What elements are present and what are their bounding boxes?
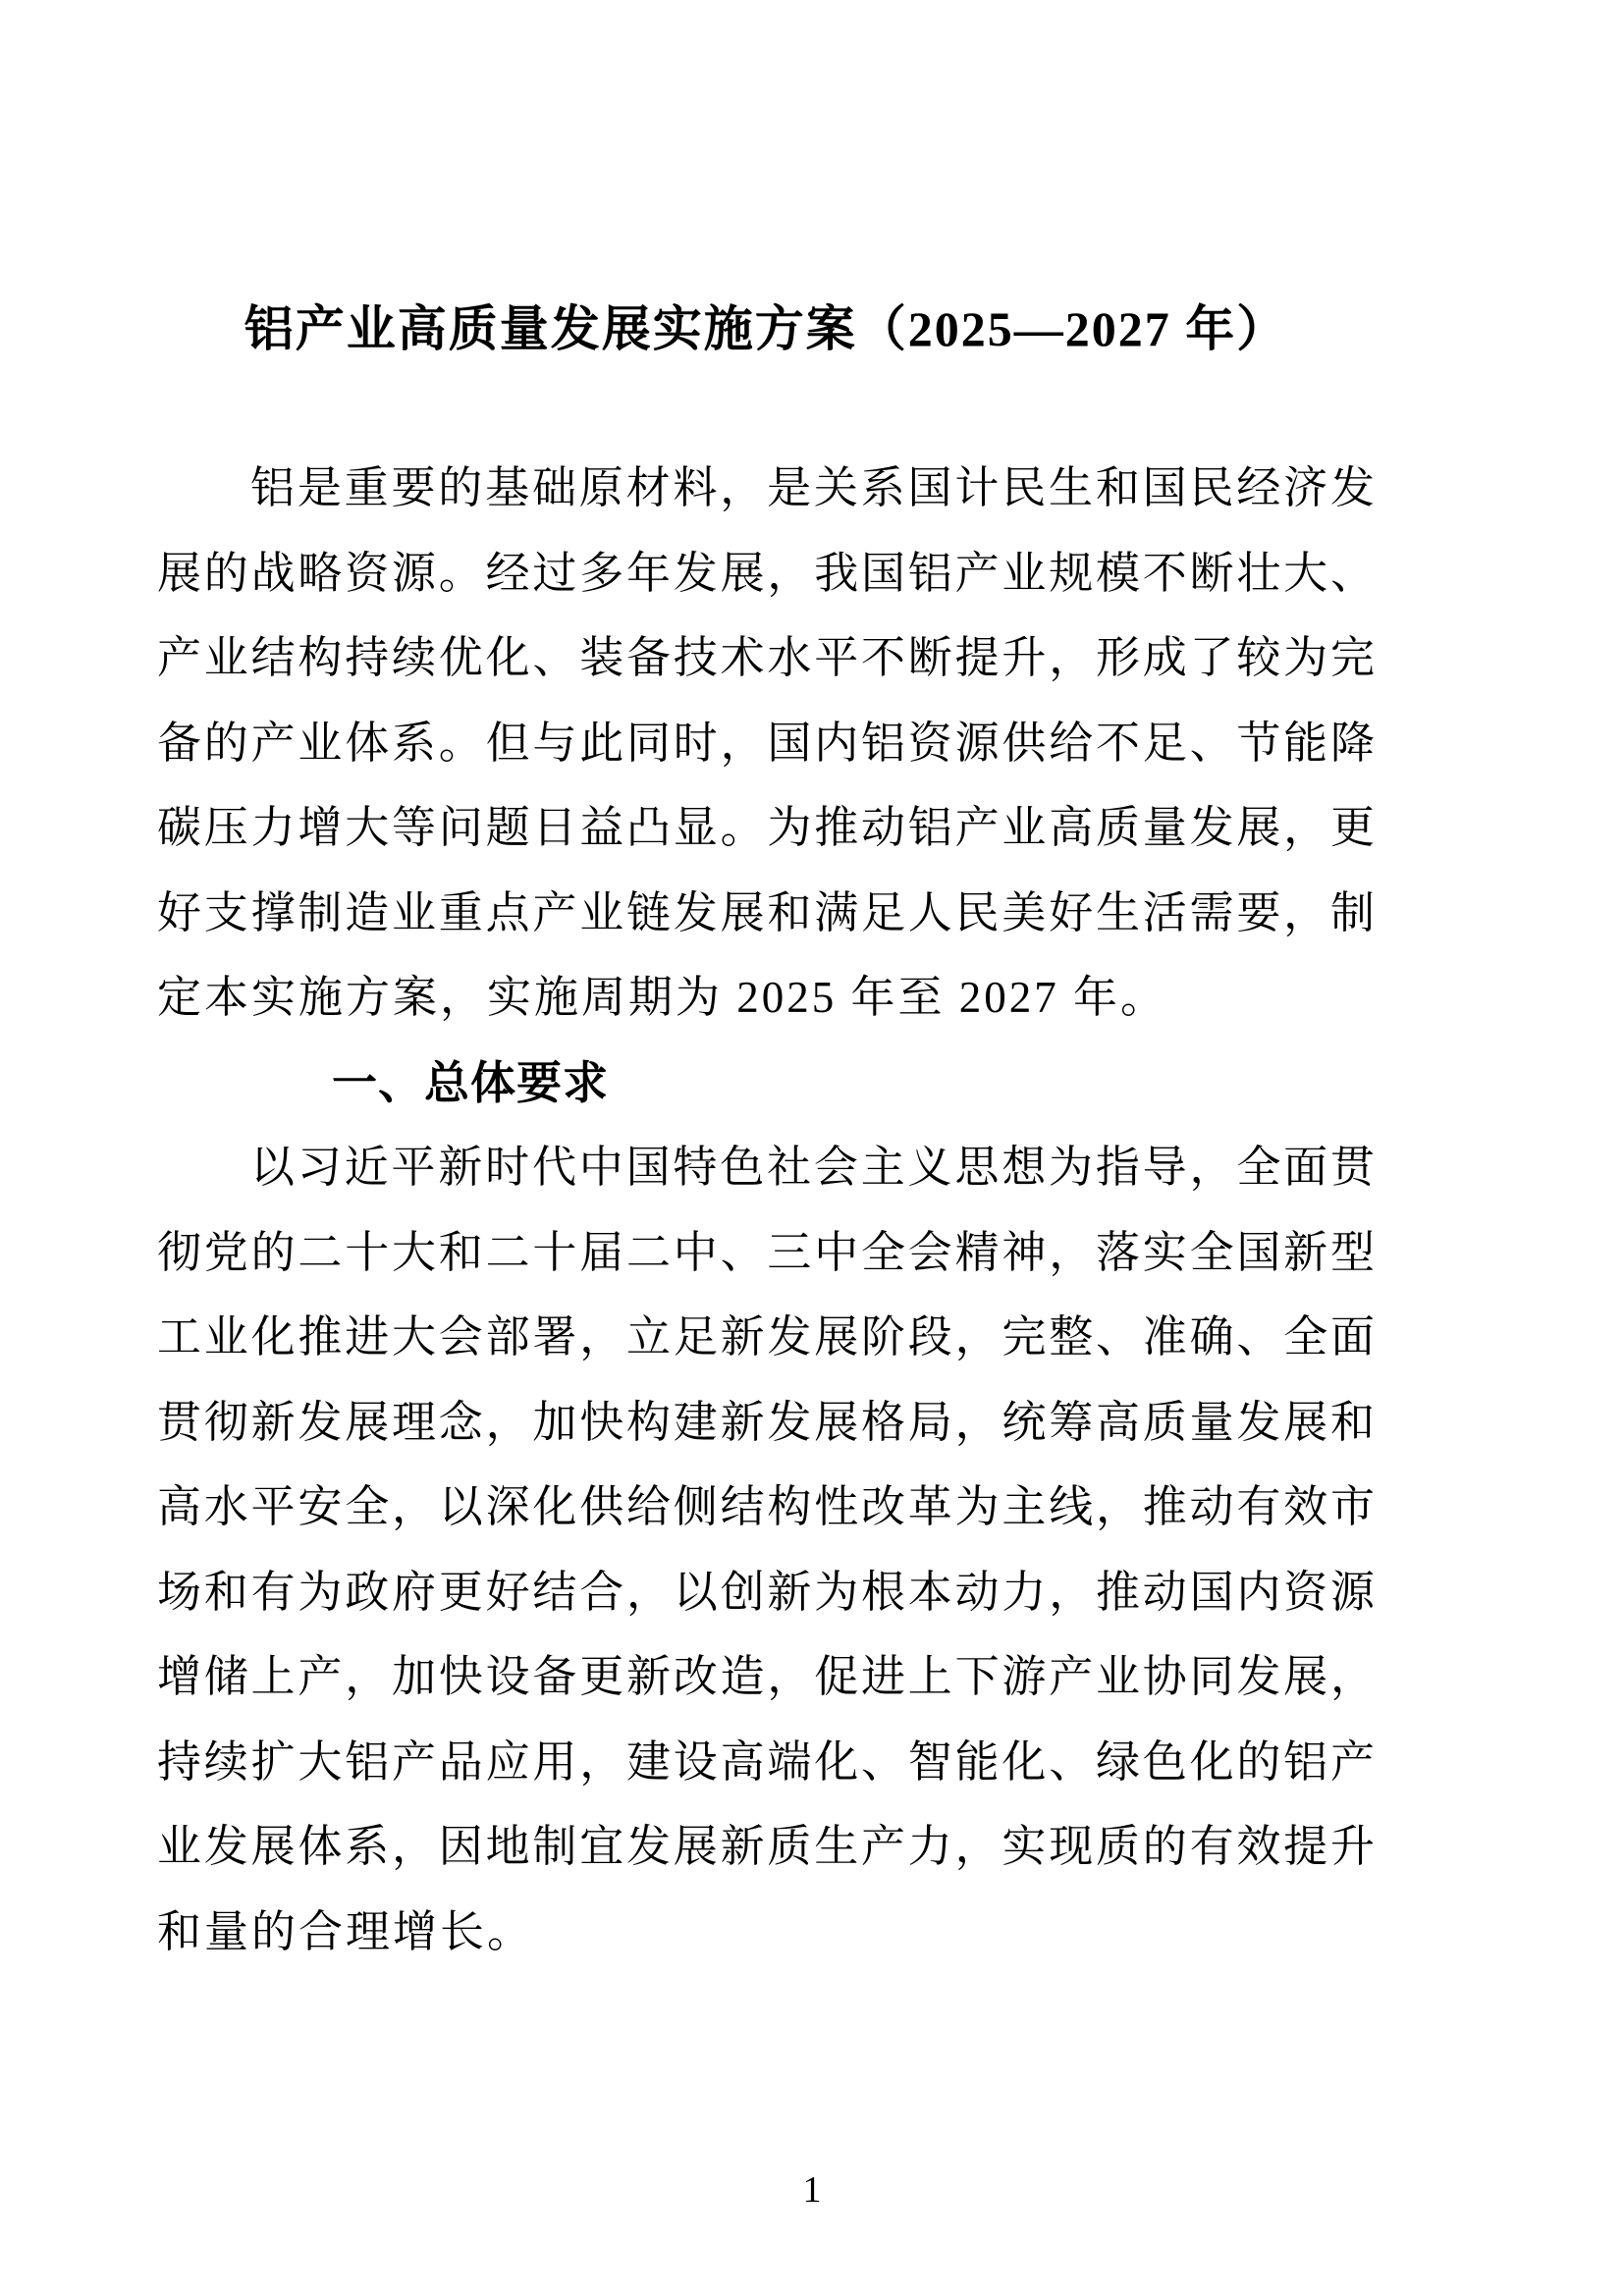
text-line: 业发展体系，因地制宜发展新质生产力，实现质的有效提升 <box>157 1822 1375 1871</box>
text-line: 持续扩大铝产品应用，建设高端化、智能化、绿色化的铝产 <box>157 1736 1375 1787</box>
text-line: 展的战略资源。经过多年发展，我国铝产业规模不断壮大、 <box>157 548 1375 598</box>
text-line: 彻党的二十大和二十届二中、三中全会精神，落实全国新型 <box>157 1227 1375 1277</box>
text-line: 工业化推进大会部署，立足新发展阶段，完整、准确、全面 <box>157 1312 1375 1362</box>
text-line: 碳压力增大等问题日益凸显。为推动铝产业高质量发展，更 <box>157 803 1375 852</box>
text-line: 高水平安全，以深化供给侧结构性改革为主线，推动有效市 <box>157 1482 1375 1531</box>
text-line: 贯彻新发展理念，加快构建新发展格局，统筹高质量发展和 <box>157 1397 1375 1447</box>
text-line: 备的产业体系。但与此同时，国内铝资源供给不足、节能降 <box>157 718 1375 768</box>
page-title: 铝产业高质量发展实施方案（2025—2027 年） <box>244 301 1288 356</box>
text-line: 和量的合理增长。 <box>157 1906 535 1956</box>
text-line: 定本实施方案，实施周期为 2025 年至 2027 年。 <box>157 973 1168 1022</box>
text-line: 产业结构持续优化、装备技术水平不断提升，形成了较为完 <box>157 633 1375 682</box>
text-line: 场和有为政府更好结合，以创新为根本动力，推动国内资源 <box>157 1567 1375 1617</box>
section-heading-overall-requirements: 一、总体要求 <box>332 1056 609 1108</box>
text-line: 好支撑制造业重点产业链发展和满足人民美好生活需要，制 <box>157 887 1375 937</box>
paragraph-intro <box>157 446 1375 1041</box>
text-line: 以习近平新时代中国特色社会主义思想为指导，全面贯 <box>250 1143 1375 1192</box>
text-line: 增储上产，加快设备更新改造，促进上下游产业协同发展， <box>157 1652 1375 1701</box>
paragraph-overall-requirements <box>157 1125 1375 1974</box>
text-line: 铝是重要的基础原材料，是关系国计民生和国民经济发 <box>250 463 1375 512</box>
page-number: 1 <box>802 2169 822 2211</box>
